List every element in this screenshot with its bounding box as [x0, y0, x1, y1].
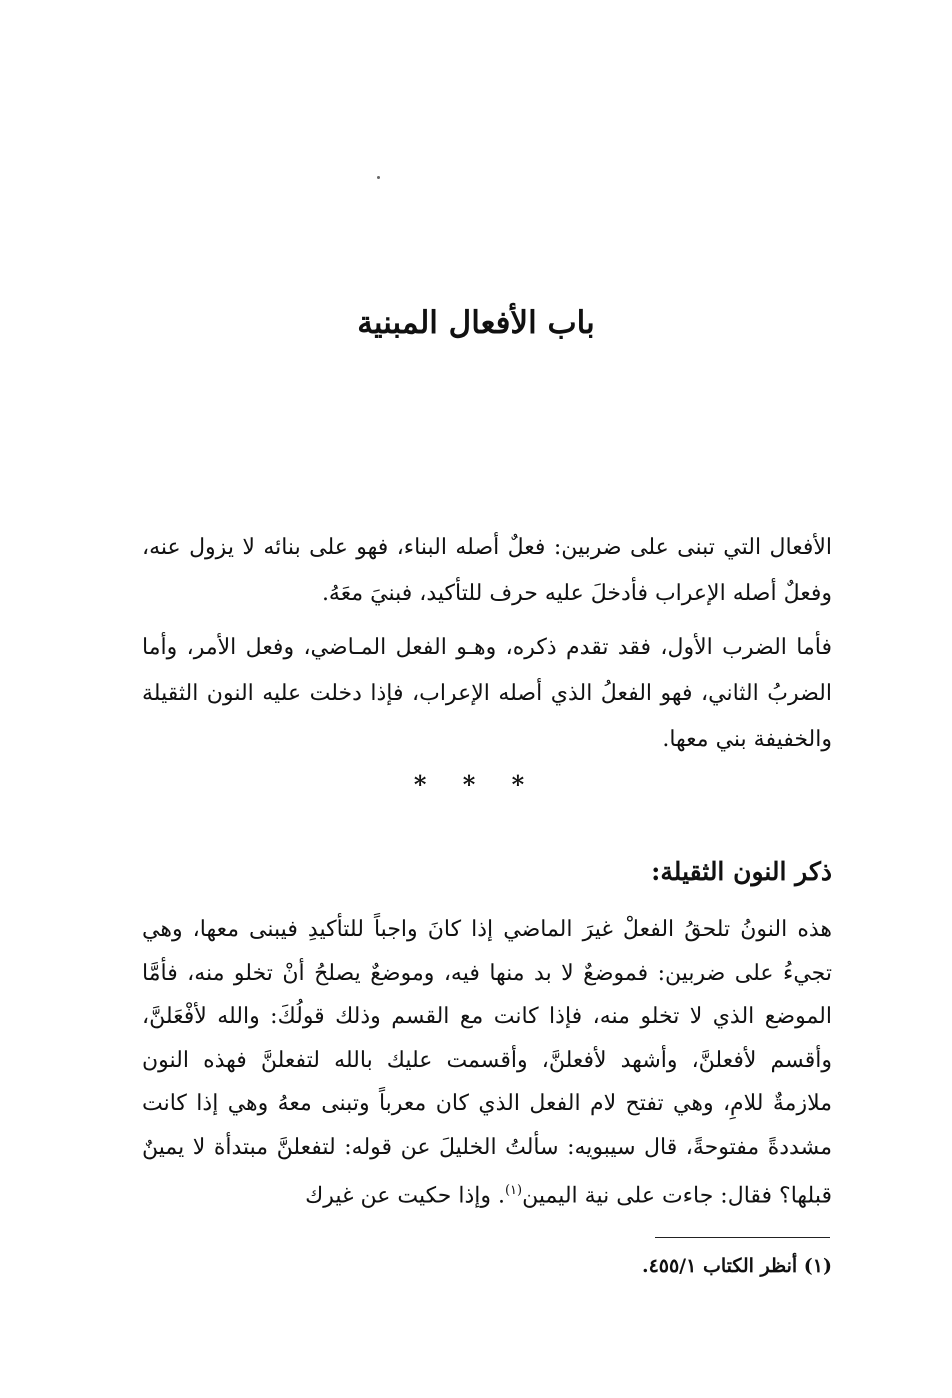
scan-speck — [377, 176, 380, 179]
section-separator: * * * — [413, 770, 539, 799]
footnote-divider — [655, 1237, 830, 1238]
section-body-text — [142, 908, 832, 1218]
second-paragraph — [142, 625, 832, 763]
footnote: (١) أنظر الكتاب ٤٥٥/١. — [641, 1255, 832, 1277]
footnote-marker[interactable]: (١) — [504, 1183, 523, 1198]
intro-text: الأفعال التي تبنى على ضربين: فعلٌ أصله البناء، فهو على بنائه لا يزول عنه، وفعلٌ أصله الإعراب فأدخلَ عليه حرف للتأكيد، فبنيَ معَهُ. — [142, 535, 832, 606]
second-paragraph-text: فأما الضرب الأول، فقد تقدم ذكره، وهـو الفعل المـاضي، وفعل الأمر، وأما الضربُ الثاني، فهو الفعلُ الذي أصله الإعراب، فإذا دخلت عليه النون الثقيلة والخفيفة بني معها. — [142, 635, 832, 752]
section-heading: ذكر النون الثقيلة: — [651, 857, 832, 886]
section-body-main: هذه النونُ تلحقُ الفعلْ غيرَ الماضي إذا كانَ واجباً للتأكيدِ فيبنى معها، وهي تجيءُ على ضربين: فموضعٌ لا بد منها فيه، وموضعٌ يصلحُ أنْ تخلو منه، فأمَّا الموضع الذي لا تخلو منه، فإذا كانت مع القسم وذلك قولُكَ: والله لأفْعَلنَّ، وأقسم لأفعلنَّ، وأشهد لأفعلنَّ، وأقسمت عليك بالله لتفعلنَّ فهذه النون ملازمةٌ للامِ، وهي تفتح لام الفعل الذي كان معرباً وتبنى معهُ وهي إذا كانت مشددةً مفتوحةً، قال سيبويه: سألتُ الخليلَ عن قوله: لتفعلنَّ مبتدأة لا يمينٌ قبلها؟ فقال: جاءت على نية اليمين — [142, 917, 832, 1209]
section-body — [142, 908, 832, 1218]
intro-paragraph — [142, 525, 832, 617]
section-body-tail: . وإذا حكيت عن غيرك — [305, 1183, 505, 1209]
chapter-title: باب الأفعال المبنية — [357, 305, 595, 341]
